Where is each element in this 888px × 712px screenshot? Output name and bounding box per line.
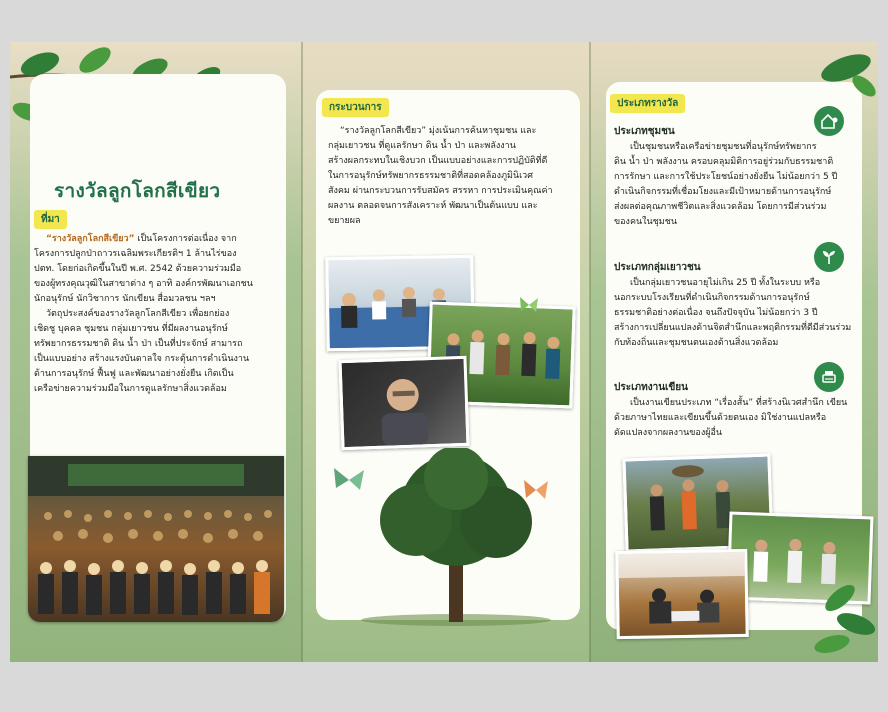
- youth-description: เป็นกลุ่มเยาวชนอายุไม่เกิน 25 ปี ทั้งในระบบ หรือ นอกระบบโรงเรียนที่ดำเนินกิจกรรมด้านการอนุรักษ์ ธรรมชาติอย่างต่อเนื่อง จนถึงปัจจุบัน ไม่น้อยกว่า 3 ปี สร้างการเปลี่ยนแปลงด้านจิตสำนึกและพฤติกรรมที่ดีมีส่วนร่วม กับท้องถิ่นและชุมชนตนเองด้านสิ่งแวดล้อม: [614, 278, 852, 348]
- writing-description: เป็นงานเขียนประเภท “เรื่องสั้น” ที่สร้างนิเวศสำนึก เขียน ด้วยภาษาไทยและเขียนขึ้นด้วยตนเอง มิใช่งานแปลหรือ ดัดแปลงจากผลงานของผู้อื่น: [614, 398, 848, 438]
- category-heading-youth: ประเภทกลุ่มเยาวชน: [614, 262, 701, 273]
- fold-line: [301, 42, 303, 662]
- leaves-icon: [810, 574, 878, 662]
- category-heading-writing: ประเภทงานเขียน: [614, 382, 688, 393]
- section-tag-process: กระบวนการ: [322, 98, 389, 117]
- butterfly-icon: [518, 296, 540, 314]
- page-title: รางวัลลูกโลกสีเขียว: [54, 180, 221, 202]
- portrait-photo: [338, 356, 469, 450]
- writing-workshop-illustration: [618, 552, 745, 636]
- highlight-award-name: “รางวัลลูกโลกสีเขียว”: [46, 234, 135, 244]
- sprout-icon: [814, 242, 844, 272]
- process-paragraph: “รางวัลลูกโลกสีเขียว” มุ่งเน้นการค้นหาชุมชน และ กลุ่มเยาวชน ที่ดูแลรักษา ดิน น้ำ ป่า และพลังงาน สร้างผลกระทบในเชิงบวก เป็นแบบอย่างและการปฏิบัติที่ดี ในการอนุรักษ์ทรัพยากรธรรมชาติที่สอดคล้องภูมินิเวศ สังคม ผ่านกระบวนการรับสมัคร สรรหา การประเมินคุณค่า ผลงาน ตลอดจนการสังเคราะห์ พัฒนาเป็นต้นแบบ และ ขยายผล: [328, 126, 553, 226]
- fold-line: [589, 42, 591, 662]
- community-description: เป็นชุมชนหรือเครือข่ายชุมชนที่อนุรักษ์ทรัพยากร ดิน น้ำ ป่า พลังงาน ครอบคลุมมิติการอยู่ร่วมกับธรรมชาติ การรักษา และการใช้ประโยชน์อย่างยั่งยืน ไม่น้อยกว่า 5 ปี ดำเนินกิจกรรมที่เชื่อมโยงและมีเป้าหมายด้านการอนุรักษ์ ส่งผลต่อคุณภาพชีวิตและสิ่งแวดล้อม โดยการมีส่วนร่วม ของคนในชุมชน: [614, 142, 838, 227]
- origin-paragraph: “รางวัลลูกโลกสีเขียว” เป็นโครงการต่อเนื่อง จาก โครงการปลูกป่าถาวรเฉลิมพระเกียรติฯ 1 ล้านไร่ของ ปตท. โดยก่อเกิดขึ้นในปี พ.ศ. 2542 ด้วยความร่วมมือ ของผู้ทรงคุณวุฒิในสาขาต่าง ๆ อาทิ องค์กรพัฒนาเอกชน นักอนุรักษ์ นักวิชาการ นักเขียน สื่อมวลชน ฯลฯ วัตถุประสงค์ของรางวัลลูกโลกสีเขียว เพื่อยกย่อง เชิดชู บุคคล ชุมชน กลุ่มเยาวชน ที่มีผลงานอนุรักษ์ ทรัพยากรธรรมชาติ ดิน น้ำ ป่า เป็นที่ประจักษ์ สามารถ เป็นแบบอย่าง สร้างแรงบันดาลใจ กระตุ้นการดำเนินงาน ด้านการอนุรักษ์ ฟื้นฟู และพัฒนาอย่างยั่งยืน เกิดเป็น เครือข่ายความร่วมมือในการดูแลรักษาสิ่งแวดล้อม: [34, 234, 253, 394]
- brochure: [10, 42, 878, 662]
- audience-illustration: [28, 456, 284, 622]
- leaves-icon: [806, 42, 878, 102]
- auditorium-group-photo: [28, 456, 284, 622]
- section-tag-award-types: ประเภทรางวัล: [610, 94, 685, 113]
- butterfly-icon: [332, 466, 366, 494]
- tree-icon: [346, 448, 566, 626]
- typewriter-icon: [814, 362, 844, 392]
- section-tag-origin: ที่มา: [34, 210, 67, 229]
- category-heading-community: ประเภทชุมชน: [614, 126, 675, 137]
- butterfly-icon: [522, 478, 550, 502]
- portrait-illustration: [342, 359, 467, 447]
- house-tree-icon: [814, 106, 844, 136]
- writing-workshop-photo: [615, 549, 749, 639]
